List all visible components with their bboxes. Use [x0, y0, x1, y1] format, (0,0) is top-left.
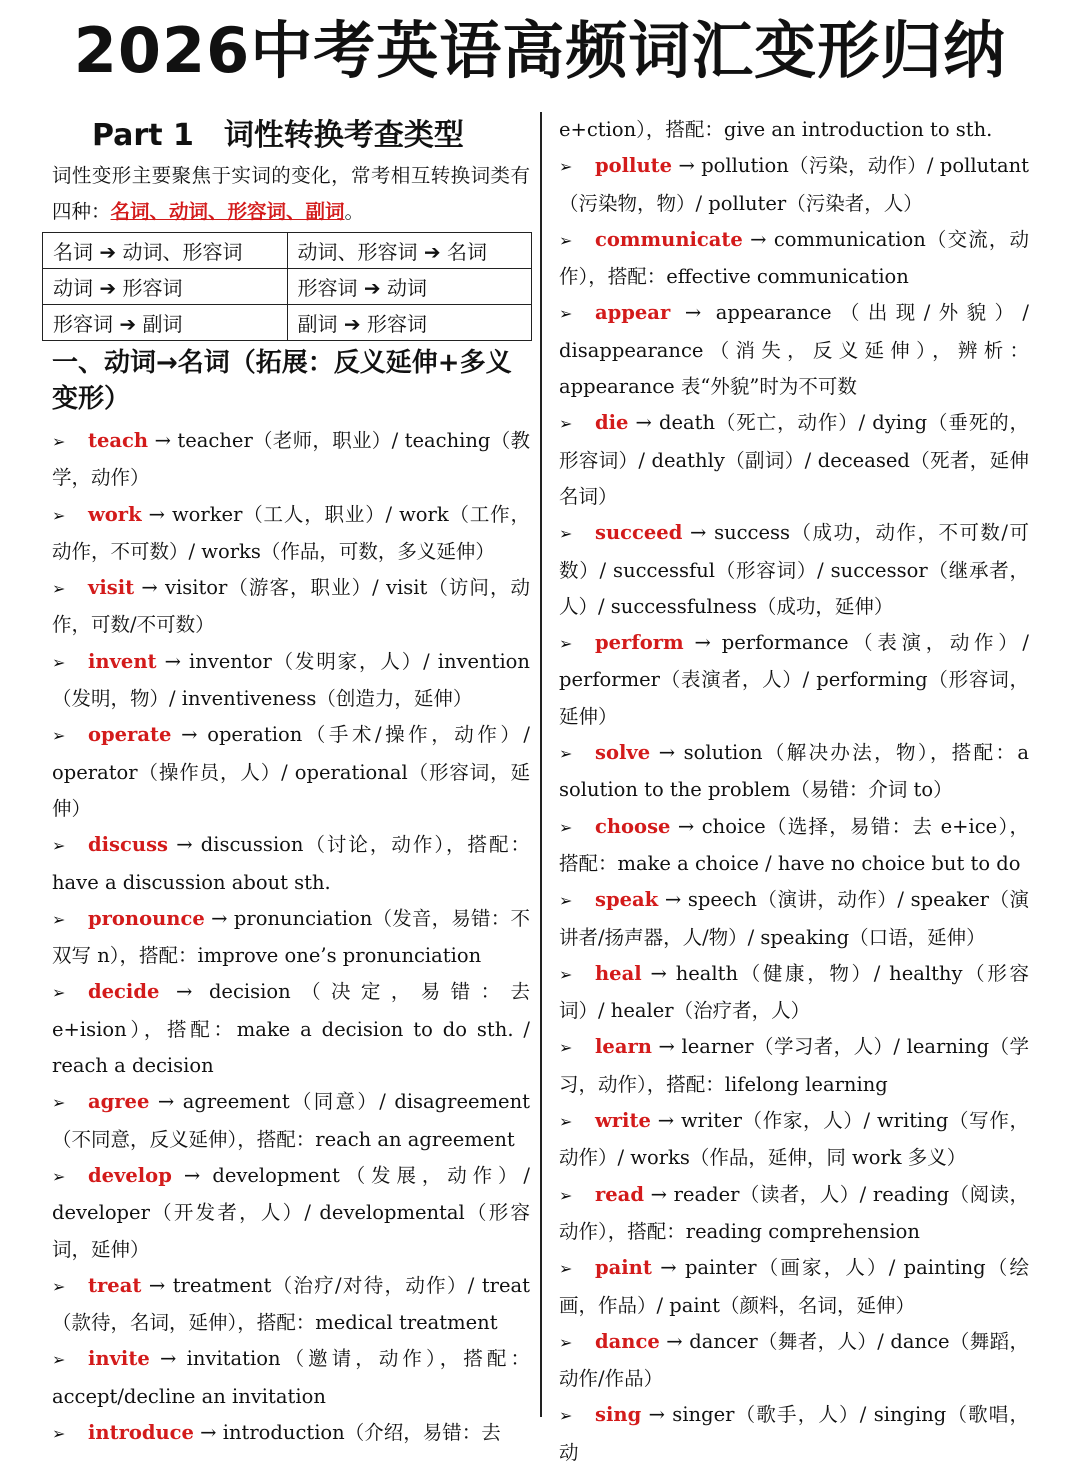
keyword: discuss — [88, 833, 169, 857]
list-item — [52, 1084, 530, 1158]
word-forms: → development（发展，动作）/ developer（开发者，人）/ developmental（形容词，延伸） — [52, 1163, 530, 1261]
section-heading: 一、动词→名词（拓展：反义延伸+多义变形） — [52, 348, 512, 414]
list-item — [559, 515, 1029, 625]
list-item — [559, 1103, 1029, 1177]
bullet-arrow-icon: ➢ — [559, 817, 573, 837]
list-item — [559, 809, 1029, 883]
list-item — [559, 222, 1029, 296]
list-item — [559, 735, 1029, 809]
list-item — [52, 827, 530, 901]
list-item — [52, 974, 530, 1084]
bullet-arrow-icon: ➢ — [559, 1406, 573, 1426]
word-forms: → health（健康，物）/ healthy（形容词）/ healer（治疗者，人） — [559, 961, 1029, 1023]
table-cell: 名词 ➔ 动词、形容词 — [43, 233, 288, 269]
keyword: speak — [595, 888, 659, 912]
bullet-arrow-icon: ➢ — [52, 579, 66, 599]
word-forms: → learner（学习者，人）/ learning（学习，动作），搭配：lifelong learning — [559, 1035, 1029, 1096]
word-forms: → operation（手术/操作，动作）/ operator（操作员，人）/ operational（形容词，延伸） — [52, 723, 530, 820]
bullet-arrow-icon: ➢ — [559, 964, 573, 984]
keyword: introduce — [88, 1421, 194, 1445]
bullet-arrow-icon: ➢ — [559, 1112, 573, 1132]
keyword: die — [595, 411, 629, 435]
keyword: succeed — [595, 521, 683, 545]
bullet-arrow-icon: ➢ — [52, 1166, 66, 1186]
table-cell: 形容词 ➔ 副词 — [43, 305, 288, 341]
word-forms: → discussion（讨论，动作），搭配：have a discussion about sth. — [52, 833, 530, 894]
table-cell: 副词 ➔ 形容词 — [287, 305, 532, 341]
keyword: teach — [88, 429, 149, 452]
word-forms: → communication（交流，动作），搭配：effective communication — [559, 227, 1029, 289]
part-heading: Part 1 词性转换考查类型 — [92, 118, 464, 153]
list-item — [559, 1250, 1029, 1324]
bullet-arrow-icon: ➢ — [559, 304, 573, 324]
bullet-arrow-icon: ➢ — [52, 1350, 66, 1370]
bullet-arrow-icon: ➢ — [559, 230, 573, 250]
word-forms: → introduction（介绍，易错：去 — [193, 1421, 501, 1445]
bullet-arrow-icon: ➢ — [52, 1276, 66, 1296]
keyword: write — [595, 1109, 651, 1133]
keyword: invent — [88, 649, 157, 673]
word-forms: → reader（读者，人）/ reading（阅读，动作），搭配：reading comprehension — [559, 1182, 1029, 1243]
word-forms: → singer（歌手，人）/ singing（歌唱，动 — [559, 1403, 1029, 1464]
word-forms: → choice（选择，易错：去 e+ice），搭配：make a choice / have no choice but to do — [559, 814, 1029, 875]
list-item — [559, 625, 1029, 735]
bullet-arrow-icon: ➢ — [559, 1259, 573, 1279]
bullet-arrow-icon: ➢ — [52, 836, 66, 856]
keyword: work — [88, 502, 142, 526]
list-item — [52, 901, 530, 975]
word-forms: → teacher（老师，职业）/ teaching（教学，动作） — [52, 429, 530, 490]
bullet-arrow-icon: ➢ — [52, 909, 66, 929]
word-forms: → dancer（舞者，人）/ dance（舞蹈，动作/作品） — [559, 1329, 1029, 1391]
keyword: visit — [88, 576, 135, 600]
word-forms: → invitation（邀请，动作），搭配：accept/decline an invitation — [52, 1347, 530, 1408]
intro-highlight: 名词、动词、形容词、副词 — [110, 200, 345, 223]
table-row — [43, 269, 532, 305]
list-item — [559, 956, 1029, 1030]
bullet-arrow-icon: ➢ — [559, 414, 573, 434]
word-forms: → speech（演讲，动作）/ speaker（演讲者/扬声器，人/物）/ speaking（口语，延伸） — [559, 888, 1029, 949]
list-item — [559, 1029, 1029, 1103]
table-row — [43, 233, 532, 269]
list-item — [52, 497, 530, 571]
keyword: solve — [595, 741, 651, 765]
keyword: learn — [595, 1035, 652, 1059]
list-item — [52, 423, 530, 497]
bullet-arrow-icon: ➢ — [559, 524, 573, 544]
list-item — [52, 644, 530, 718]
list-item — [559, 295, 1029, 405]
keyword: paint — [595, 1256, 652, 1280]
word-forms: → success（成功，动作，不可数/可数）/ successful（形容词）/ successor（继承者，人）/ successfulness（成功，延伸） — [559, 521, 1029, 618]
keyword: operate — [88, 723, 172, 747]
intro-text: 词性变形主要聚焦于实词的变化，常考相互转换词类有四种： — [52, 164, 530, 223]
list-item — [52, 1341, 530, 1415]
keyword: choose — [595, 814, 671, 838]
word-forms: → performance（表演，动作）/ performer（表演者，人）/ performing（形容词，延伸） — [559, 631, 1029, 728]
list-item — [559, 1324, 1029, 1398]
right-column — [559, 112, 1029, 1471]
list-item — [559, 1177, 1029, 1251]
table-row — [43, 305, 532, 341]
bullet-arrow-icon: ➢ — [52, 652, 66, 672]
column-divider — [540, 112, 542, 1417]
keyword: dance — [595, 1329, 660, 1353]
bullet-arrow-icon: ➢ — [559, 1332, 573, 1352]
keyword: agree — [88, 1090, 150, 1114]
bullet-arrow-icon: ➢ — [559, 1038, 573, 1058]
left-word-list — [52, 423, 530, 1452]
bullet-arrow-icon: ➢ — [559, 744, 573, 764]
bullet-arrow-icon: ➢ — [52, 1424, 66, 1444]
list-item — [52, 1158, 530, 1268]
bullet-arrow-icon: ➢ — [52, 983, 66, 1003]
word-forms: → agreement（同意）/ disagreement（不同意，反义延伸），搭配：reach an agreement — [52, 1090, 530, 1151]
bullet-arrow-icon: ➢ — [559, 891, 573, 911]
keyword: pronounce — [88, 906, 205, 930]
keyword: read — [595, 1182, 644, 1206]
bullet-arrow-icon: ➢ — [52, 505, 66, 525]
list-item — [559, 882, 1029, 956]
word-forms: → pronunciation（发音，易错：不双写 n），搭配：improve one’s pronunciation — [52, 906, 530, 968]
word-forms: → solution（解决办法，物），搭配：a solution to the problem（易错：介词 to） — [559, 741, 1029, 802]
keyword: treat — [88, 1273, 142, 1297]
bullet-arrow-icon: ➢ — [559, 634, 573, 654]
word-forms: → treatment（治疗/对待，动作）/ treat（款待，名词，延伸），搭配：medical treatment — [52, 1273, 530, 1335]
word-forms: → appearance（出现/外貌）/ disappearance（消失，反义延伸），辨析：appearance 表“外貌”时为不可数 — [559, 301, 1029, 399]
list-item — [52, 1415, 530, 1452]
left-column — [52, 112, 530, 1452]
list-item — [52, 717, 530, 827]
word-forms: → writer（作家，人）/ writing（写作，动作）/ works（作品，延伸，同 work 多义） — [559, 1109, 1029, 1170]
keyword: decide — [88, 980, 160, 1004]
keyword: invite — [88, 1347, 150, 1371]
intro-paragraph — [52, 158, 530, 230]
word-forms: → visitor（游客，职业）/ visit（访问，动作，可数/不可数） — [52, 576, 530, 637]
word-forms: → inventor（发明家，人）/ invention（发明，物）/ inventiveness（创造力，延伸） — [52, 649, 530, 711]
list-item — [559, 148, 1029, 222]
continued-text: e+ction），搭配：give an introduction to sth. — [559, 118, 993, 141]
right-word-list — [559, 148, 1029, 1471]
word-forms: → pollution（污染，动作）/ pollutant（污染物，物）/ polluter（污染者，人） — [559, 154, 1029, 215]
keyword: heal — [595, 961, 642, 985]
keyword: pollute — [595, 154, 673, 178]
bullet-arrow-icon: ➢ — [52, 432, 66, 451]
page-title: 2026中考英语高频词汇变形归纳 — [73, 14, 1007, 87]
bullet-arrow-icon: ➢ — [559, 157, 573, 177]
keyword: appear — [595, 301, 671, 325]
keyword: perform — [595, 631, 684, 655]
table-cell: 动词、形容词 ➔ 名词 — [287, 233, 532, 269]
keyword: communicate — [595, 227, 743, 251]
table-cell: 动词 ➔ 形容词 — [43, 269, 288, 305]
keyword: develop — [88, 1163, 172, 1187]
bullet-arrow-icon: ➢ — [559, 1185, 573, 1205]
keyword: sing — [595, 1403, 642, 1427]
word-forms: → painter（画家，人）/ painting（绘画，作品）/ paint（颜料，名词，延伸） — [559, 1256, 1029, 1317]
list-item — [559, 405, 1029, 515]
word-forms: → death（死亡，动作）/ dying（垂死的，形容词）/ deathly（副词）/ deceased（死者，延伸名词） — [559, 411, 1029, 508]
bullet-arrow-icon: ➢ — [52, 726, 66, 746]
word-forms: → worker（工人，职业）/ work（工作，动作，不可数）/ works（作品，可数，多义延伸） — [52, 502, 530, 563]
list-item — [52, 570, 530, 644]
list-item — [52, 1268, 530, 1342]
word-forms: → decision（决定，易错：去 e+ision），搭配：make a decision to do sth. / reach a decision — [52, 980, 530, 1078]
table-cell: 形容词 ➔ 动词 — [287, 269, 532, 305]
list-item — [559, 1397, 1029, 1471]
bullet-arrow-icon: ➢ — [52, 1093, 66, 1113]
intro-end: 。 — [344, 200, 365, 223]
conversion-table — [42, 232, 532, 341]
